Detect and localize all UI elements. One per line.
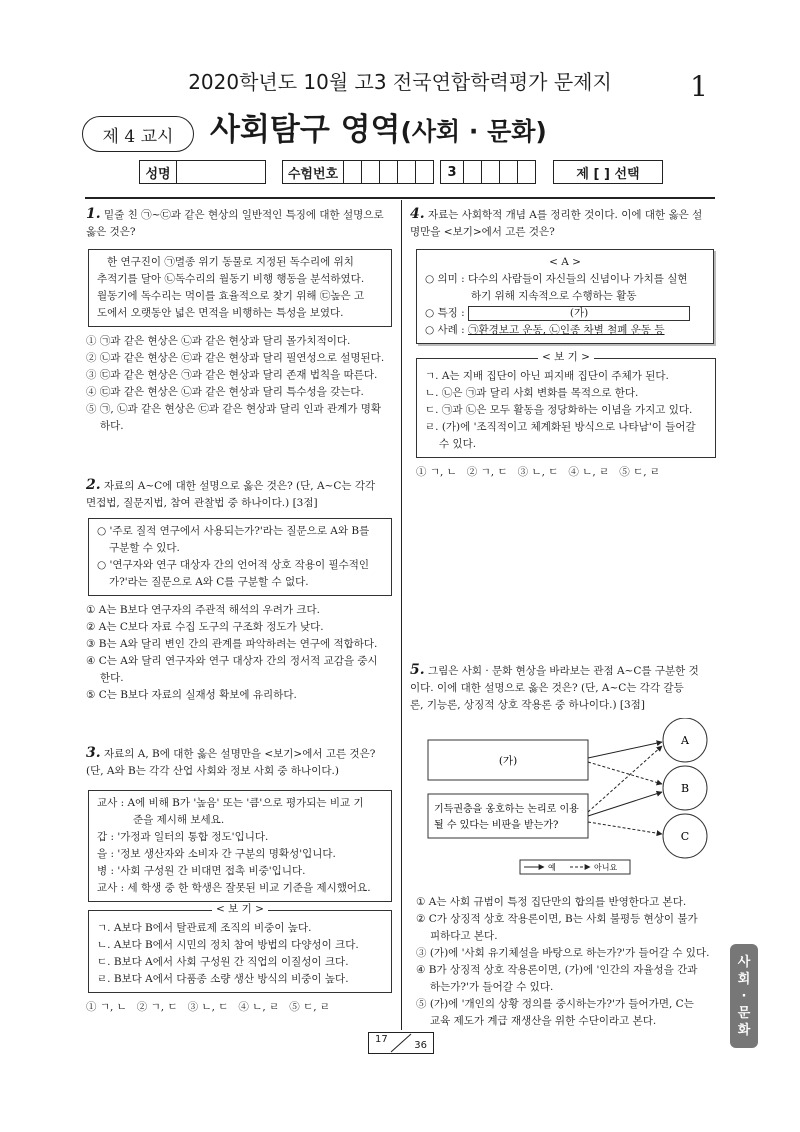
q3-dialogue-line: 을 : '정보 생산자와 소비자 간 구분의 명확성'입니다. — [97, 848, 336, 860]
exam-no-digit[interactable] — [481, 160, 500, 184]
q3-bogi-item: ㄱ. A보다 B에서 탈관료제 조직의 비중이 높다. — [97, 922, 312, 934]
q5-box-bottom-line: 될 수 있다는 비판을 받는가? — [434, 820, 559, 831]
question-1 — [86, 206, 392, 435]
q5-node-a-label: A — [681, 734, 689, 747]
q4-feature — [425, 305, 705, 322]
name-label: 성명 — [139, 160, 177, 184]
q4-bogi-item: ㄴ. ㉡은 ㉠과 달리 사회 변화를 목적으로 한다. — [425, 387, 639, 399]
subject-main: 사회탐구 영역 — [210, 112, 401, 148]
q4-bogi-item: 수 있다. — [439, 438, 477, 450]
q2-options — [86, 602, 392, 704]
exam-no-digit[interactable] — [343, 160, 362, 184]
q4-meaning-text: 다수의 사람들이 자신들의 신념이나 가치를 실현 — [468, 273, 688, 285]
page-number: 1 — [690, 70, 708, 103]
q5-box-top-text: (가) — [498, 755, 518, 767]
q2-stem — [86, 477, 392, 495]
q4-meaning-label: ○ 의미 : — [425, 273, 465, 285]
q5-number: 5. — [410, 662, 425, 678]
exam-no-digit[interactable] — [517, 160, 536, 184]
exam-no-digit[interactable] — [397, 160, 416, 184]
q1-passage-line: 도에서 오랫동안 넓은 면적을 비행하는 특성을 보였다. — [97, 307, 344, 319]
question-5 — [410, 662, 716, 714]
q5-stem-line: 그림은 사회 · 문화 현상을 바라보는 관점 A~C를 구분한 것 — [427, 665, 699, 677]
q5-diagram — [410, 718, 720, 878]
q5-option-5[interactable]: ⑤ (가)에 '개인의 상황 정의를 중시하는가?'가 들어가면, C는 — [416, 998, 694, 1010]
q2-stem-line: 자료의 A~C에 대한 설명으로 옳은 것은? (단, A~C는 각각 — [103, 480, 376, 492]
q3-bogi-item: ㄹ. B보다 A에서 다품종 소량 생산 방식의 비중이 높다. — [97, 973, 349, 985]
q2-stem-line: 면접법, 질문지법, 참여 관찰법 중 하나이다.) [3점] — [86, 497, 318, 509]
q4-feature-label: ○ 특징 : — [425, 307, 465, 319]
q5-node-c-label: C — [680, 830, 690, 843]
q4-concept-card — [416, 249, 714, 344]
q5-option-5-cont: 교육 제도가 계급 재생산을 위한 수단이라고 본다. — [430, 1015, 657, 1027]
q1-option-4[interactable]: ④ ㉢과 같은 현상은 ㉡과 같은 현상과 달리 특수성을 갖는다. — [86, 386, 364, 398]
q5-options — [416, 894, 726, 1030]
q5-legend-no: 아니요 — [594, 863, 618, 872]
footer-page-total: 36 — [414, 1040, 427, 1051]
q4-bogi-item: ㄱ. A는 지배 집단이 아닌 피지배 집단이 주체가 된다. — [425, 370, 669, 382]
q5-option-2-cont: 피하다고 본다. — [430, 930, 498, 942]
q1-option-5[interactable]: ⑤ ㉠, ㉡과 같은 현상은 ㉢과 같은 현상과 달리 인과 관계가 명확 — [86, 403, 382, 415]
q3-dialogue-line: 갑 : '가정과 일터의 통합 정도'입니다. — [97, 831, 269, 843]
q4-bogi-item: ㄹ. (가)에 '조직적이고 체계화된 방식으로 나타남'이 들어갈 — [425, 421, 696, 433]
exam-no-digit[interactable] — [379, 160, 398, 184]
q1-option-5-cont: 하다. — [100, 420, 124, 432]
q5-legend-yes: 예 — [548, 863, 556, 872]
q5-arrow-yes — [588, 742, 662, 758]
q5-option-4[interactable]: ④ B가 상징적 상호 작용론이면, (가)에 '인간의 자율성을 간과 — [416, 964, 698, 976]
q5-arrow-no — [588, 822, 662, 834]
student-info-row — [0, 160, 800, 186]
q2-option-4-cont: 한다. — [100, 672, 124, 684]
q4-meaning-text: 하기 위해 지속적으로 수행하는 활동 — [471, 290, 637, 302]
subject-sub: (사회 · 문화) — [400, 117, 547, 146]
exam-no-digit[interactable] — [415, 160, 434, 184]
q4-stem — [410, 206, 716, 224]
q2-option-2[interactable]: ② A는 C보다 자료 수집 도구의 구조화 정도가 낮다. — [86, 621, 324, 633]
q3-bogi-label: < 보 기 > — [212, 903, 268, 915]
q1-option-2[interactable]: ② ㉡과 같은 현상은 ㉢과 같은 현상과 달리 필연성으로 설명된다. — [86, 352, 385, 364]
side-tab-char: 회 — [737, 971, 751, 987]
q1-options — [86, 333, 392, 435]
q3-bogi-item: ㄷ. B보다 A에서 사회 구성원 간 직업의 이질성이 크다. — [97, 956, 349, 968]
q5-option-2[interactable]: ② C가 상징적 상호 작용론이면, B는 사회 불평등 현상이 불가 — [416, 913, 698, 925]
subject-side-tab — [730, 944, 758, 1048]
choice-field[interactable]: 제 [ ] 선택 — [553, 160, 663, 184]
exam-title: 2020학년도 10월 고3 전국연합학력평가 문제지 — [188, 70, 612, 94]
q3-dialogue-line: 교사 : 세 학생 중 한 학생은 잘못된 비교 기준을 제시했어요. — [97, 882, 371, 894]
q2-option-5[interactable]: ⑤ C는 B보다 자료의 실재성 확보에 유리하다. — [86, 689, 297, 701]
exam-no-digit[interactable] — [463, 160, 482, 184]
exam-no-digit[interactable] — [499, 160, 518, 184]
subject-title — [210, 104, 547, 149]
question-4 — [410, 206, 716, 481]
q3-bogi-label-wrap — [89, 901, 391, 918]
q5-option-3[interactable]: ③ (가)에 '사회 유기체설을 바탕으로 하는가?'가 들어갈 수 있다. — [416, 947, 710, 959]
side-tab-char: 문 — [737, 1005, 751, 1021]
q3-bogi-box — [88, 903, 392, 993]
q4-example — [425, 322, 705, 339]
footer-page-current: 17 — [375, 1034, 388, 1045]
q3-options[interactable]: ① ㄱ, ㄴ ② ㄱ, ㄷ ③ ㄴ, ㄷ ④ ㄴ, ㄹ ⑤ ㄷ, ㄹ — [86, 1001, 331, 1013]
question-2 — [86, 477, 392, 704]
q3-stem — [86, 745, 392, 763]
q3-dialogue-line: 병 : '사회 구성원 간 비대면 접촉 비중'입니다. — [97, 865, 306, 877]
q5-stem-line: 론, 기능론, 상징적 상호 작용론 중 하나이다.) [3점] — [410, 699, 645, 711]
side-tab-char: 화 — [737, 1022, 751, 1038]
q2-passage-line: ○ '연구자와 연구 대상자 간의 언어적 상호 작용이 필수적인 — [97, 559, 370, 571]
q1-passage-line: 한 연구진이 ㉠멸종 위기 동물로 지정된 독수리에 위치 — [107, 256, 354, 268]
q3-stem-line: 자료의 A, B에 대한 옳은 설명만을 <보기>에서 고른 것은? — [103, 748, 376, 760]
q5-box-bottom — [428, 794, 588, 838]
q2-passage-line: 구분할 수 있다. — [109, 542, 180, 554]
q5-option-4-cont: 하는가?'가 들어갈 수 있다. — [430, 981, 554, 993]
q1-number: 1. — [86, 206, 101, 222]
footer-page-box — [368, 1032, 434, 1054]
q4-bogi-label-wrap — [417, 349, 715, 366]
header-divider — [85, 197, 715, 199]
q4-card-title: < A > — [549, 256, 581, 268]
q1-passage — [88, 249, 392, 327]
exam-no-label: 수험번호 — [282, 160, 344, 184]
q1-passage-line: 추적기를 달아 ㉡독수리의 월동기 비행 행동을 분석하였다. — [97, 273, 365, 285]
side-tab-char: · — [741, 988, 747, 1004]
column-divider — [401, 200, 402, 1030]
q4-stem-line: 자료는 사회학적 개념 A를 정리한 것이다. 이에 대한 옳은 설 — [427, 209, 703, 221]
q4-options[interactable]: ① ㄱ, ㄴ ② ㄱ, ㄷ ③ ㄴ, ㄷ ④ ㄴ, ㄹ ⑤ ㄷ, ㄹ — [416, 466, 661, 478]
q1-option-3[interactable]: ③ ㉢과 같은 현상은 ㉠과 같은 현상과 달리 존재 법칙을 따른다. — [86, 369, 378, 381]
q4-bogi-box — [416, 351, 716, 458]
q4-bogi-item: ㄷ. ㉠과 ㉡은 모두 활동을 정당화하는 이념을 가지고 있다. — [425, 404, 693, 416]
period-badge: 제 4 교시 — [82, 116, 194, 152]
q1-stem — [86, 206, 392, 241]
q2-passage — [88, 518, 392, 596]
q2-passage-line: 가?'라는 질문으로 A와 C를 구분할 수 없다. — [109, 576, 309, 588]
q2-number: 2. — [86, 477, 101, 493]
q2-option-4[interactable]: ④ C는 A와 달리 연구자와 연구 대상자 간의 정서적 교감을 중시 — [86, 655, 378, 667]
q3-dialogue-line: 교사 : A에 비해 B가 '높음' 또는 '큼'으로 평가되는 비교 기 — [97, 797, 364, 809]
q5-node-b-label: B — [680, 782, 690, 795]
exam-no-digit[interactable] — [361, 160, 380, 184]
q1-stem-text: 밑줄 친 ㉠~㉢과 같은 현상의 일반적인 특징에 대한 설명으로 옳은 것은? — [86, 209, 384, 238]
q4-stem-line: 명만을 <보기>에서 고른 것은? — [410, 226, 555, 238]
q4-example-label: ○ 사례 : — [425, 324, 465, 336]
q3-dialogue — [88, 790, 392, 902]
q4-bogi-label: < 보 기 > — [538, 351, 594, 363]
q3-number: 3. — [86, 745, 101, 761]
q5-arrow-yes — [588, 792, 662, 816]
q5-stem-line: 이다. 이에 대한 설명으로 옳은 것은? (단, A~C는 각각 갈등 — [410, 682, 684, 694]
name-field[interactable] — [176, 160, 266, 184]
q4-meaning — [425, 271, 705, 288]
q2-option-3[interactable]: ③ B는 A와 달리 변인 간의 관계를 파악하려는 연구에 적합하다. — [86, 638, 378, 650]
q3-dialogue-line: 준을 제시해 보세요. — [133, 814, 225, 826]
q2-option-1[interactable]: ① A는 B보다 연구자의 주관적 해석의 우려가 크다. — [86, 604, 320, 616]
q1-passage-line: 월동기에 독수리는 먹이를 효율적으로 찾기 위해 ㉢높은 고 — [97, 290, 365, 302]
question-3 — [86, 745, 392, 1016]
q3-stem-line: (단, A와 B는 각각 산업 사회와 정보 사회 중 하나이다.) — [86, 765, 339, 777]
q2-passage-line: ○ '주로 질적 연구에서 사용되는가?'라는 질문으로 A와 B를 — [97, 525, 370, 537]
q5-stem — [410, 662, 716, 680]
side-tab-char: 사 — [737, 954, 751, 970]
q4-number: 4. — [410, 206, 425, 222]
q4-example-text: ㉠환경보고 운동, ㉡인종 차별 철폐 운동 등 — [468, 324, 665, 336]
q5-box-bottom-line: 기득권층을 옹호하는 논리로 이용 — [434, 804, 579, 815]
q1-option-1[interactable]: ① ㉠과 같은 현상은 ㉡과 같은 현상과 달리 몰가치적이다. — [86, 335, 351, 347]
q5-arrow-no — [588, 762, 662, 784]
exam-no-fixed-digit: 3 — [440, 160, 464, 184]
q3-bogi-item: ㄴ. A보다 B에서 시민의 정치 참여 방법의 다양성이 크다. — [97, 939, 359, 951]
q4-feature-blank: (가) — [468, 306, 690, 321]
q5-option-1[interactable]: ① A는 사회 규범이 특정 집단만의 합의를 반영한다고 본다. — [416, 896, 687, 908]
